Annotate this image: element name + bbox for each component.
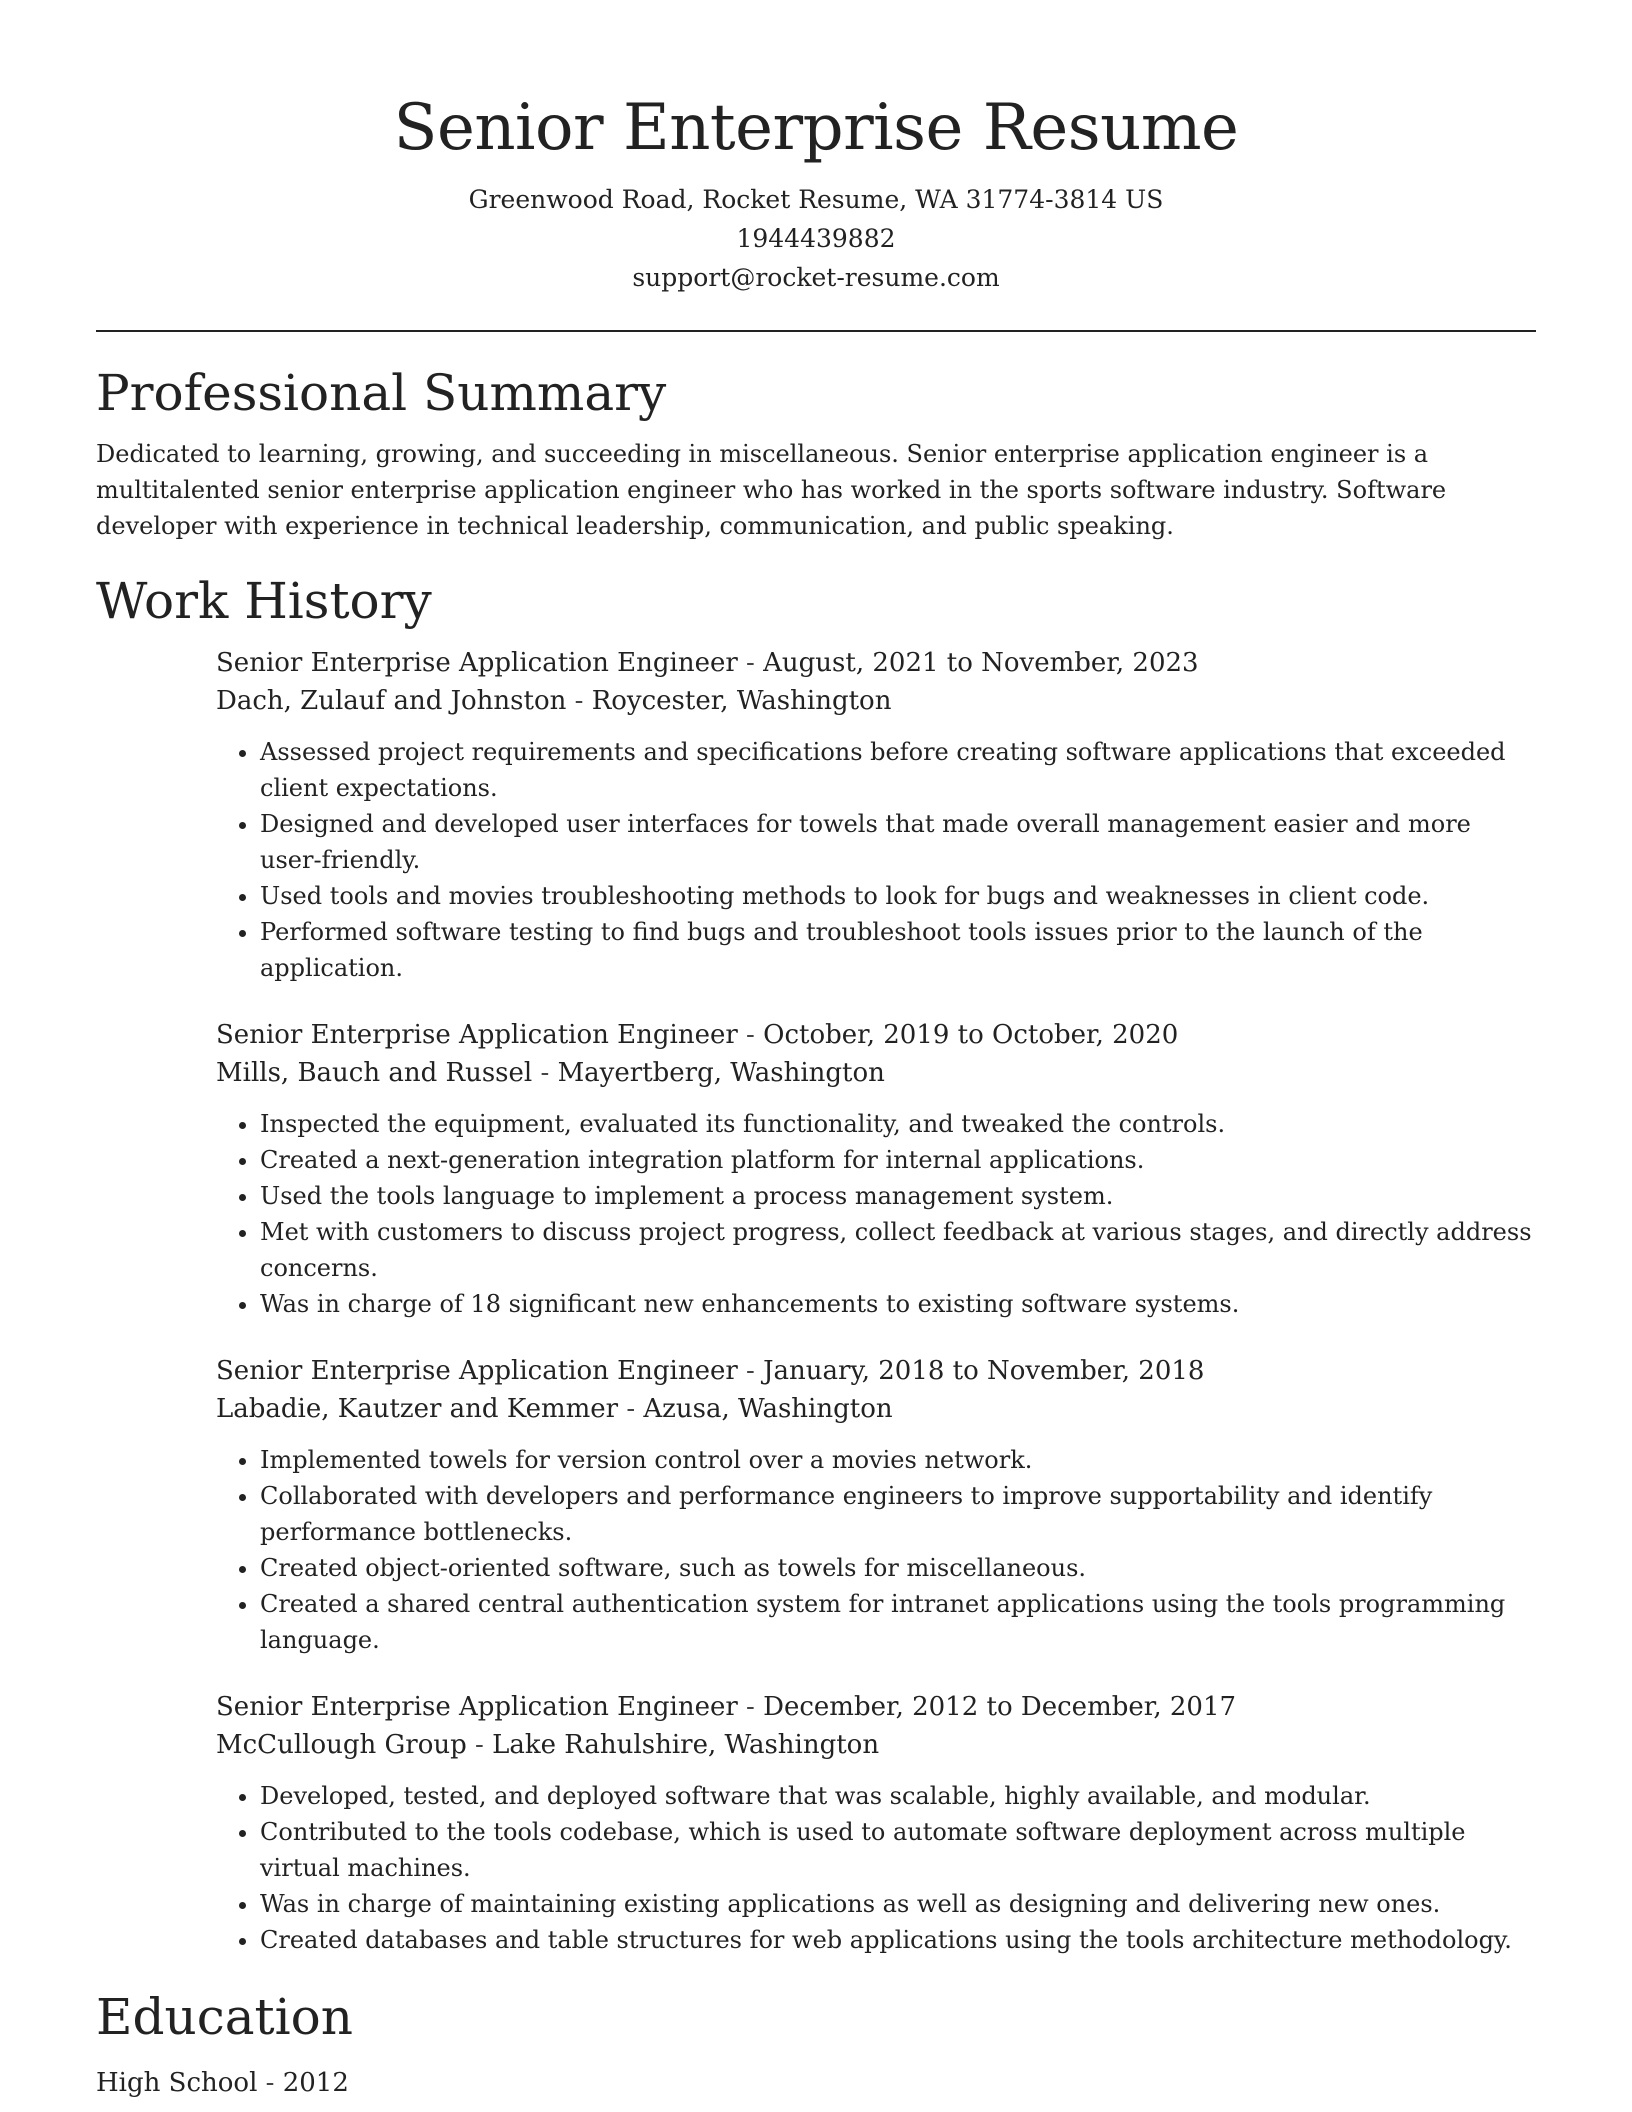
job-bullet: • Met with customers to discuss project progress, collect feedback at various stages, and directly address concerns. bbox=[260, 1214, 1536, 1286]
job-bullet: • Created a next-generation integration platform for internal applications. bbox=[260, 1142, 1536, 1178]
job-location: Lake Rahulshire, Washington bbox=[492, 1730, 880, 1760]
resume-title: Senior Enterprise Resume bbox=[393, 91, 1239, 165]
job-role: Senior Enterprise Application Engineer bbox=[216, 1356, 738, 1386]
job-bullet-list bbox=[216, 1778, 1536, 1958]
job-bullet: • Inspected the equipment, evaluated its functionality, and tweaked the controls. bbox=[260, 1106, 1536, 1142]
job-dates: January, 2018 to November, 2018 bbox=[763, 1356, 1205, 1386]
separator: - bbox=[737, 1356, 764, 1386]
header-divider bbox=[96, 330, 1536, 332]
job-location: Mayertberg, Washington bbox=[557, 1058, 885, 1088]
separator: - bbox=[566, 686, 592, 716]
separator: - bbox=[466, 1730, 493, 1760]
job-title-line bbox=[216, 1016, 1536, 1054]
job-bullet: • Contributed to the tools codebase, which is used to automate software deployment across multiple virtual machines. bbox=[260, 1814, 1536, 1886]
job-company-line bbox=[216, 1390, 1536, 1428]
job-bullet-list bbox=[216, 1442, 1536, 1658]
job-bullet-list bbox=[216, 1106, 1536, 1322]
job-bullet-list bbox=[216, 734, 1536, 986]
job-company: Mills, Bauch and Russel bbox=[216, 1058, 533, 1088]
job-location: Azusa, Washington bbox=[643, 1394, 893, 1424]
job-bullet: • Used tools and movies troubleshooting methods to look for bugs and weaknesses in client code. bbox=[260, 878, 1536, 914]
education-degree: High School bbox=[96, 2068, 258, 2098]
job-title-line bbox=[216, 1688, 1536, 1726]
job-dates: August, 2021 to November, 2023 bbox=[763, 648, 1199, 678]
separator: - bbox=[737, 1020, 764, 1050]
work-history-section bbox=[96, 568, 1536, 1958]
education-section bbox=[96, 1984, 1536, 2102]
job-company: McCullough Group bbox=[216, 1730, 467, 1760]
separator: - bbox=[737, 648, 764, 678]
job-entry bbox=[216, 1352, 1536, 1658]
job-entry bbox=[216, 1016, 1536, 1322]
job-bullet: • Was in charge of 18 significant new enhancements to existing software systems. bbox=[260, 1286, 1536, 1322]
summary-heading: Professional Summary bbox=[96, 364, 667, 422]
job-role: Senior Enterprise Application Engineer bbox=[216, 1020, 738, 1050]
separator: - bbox=[618, 1394, 644, 1424]
job-bullet: • Developed, tested, and deployed software that was scalable, highly available, and modular. bbox=[260, 1778, 1536, 1814]
contact-phone: 1944439882 bbox=[736, 224, 896, 253]
job-company-line bbox=[216, 682, 1536, 720]
work-history-heading: Work History bbox=[96, 572, 432, 630]
job-bullet: • Created databases and table structures for web applications using the tools architecture methodology. bbox=[260, 1922, 1536, 1958]
job-bullet: • Used the tools language to implement a process management system. bbox=[260, 1178, 1536, 1214]
contact-info bbox=[96, 180, 1536, 297]
contact-address: Greenwood Road, Rocket Resume, WA 31774-3814 US bbox=[468, 185, 1164, 214]
job-company: Dach, Zulauf and Johnston bbox=[216, 686, 567, 716]
summary-section bbox=[96, 360, 1536, 544]
job-title-line bbox=[216, 644, 1536, 682]
job-company: Labadie, Kautzer and Kemmer bbox=[216, 1394, 619, 1424]
job-company-line bbox=[216, 1054, 1536, 1092]
job-role: Senior Enterprise Application Engineer bbox=[216, 648, 738, 678]
summary-text: Dedicated to learning, growing, and succeeding in miscellaneous. Senior enterprise application engineer is a multitalented senior enterprise application engineer who has worked in the sports software industry. Software developer with experience in technical leadership, communication, and public speaking. bbox=[96, 440, 1447, 540]
job-location: Roycester, Washington bbox=[591, 686, 892, 716]
job-dates: December, 2012 to December, 2017 bbox=[763, 1692, 1237, 1722]
job-role: Senior Enterprise Application Engineer bbox=[216, 1692, 738, 1722]
contact-email: support@rocket-resume.com bbox=[632, 263, 1000, 292]
job-company-line bbox=[216, 1726, 1536, 1764]
education-heading: Education bbox=[96, 1988, 353, 2046]
separator: - bbox=[257, 2068, 283, 2098]
resume-header bbox=[96, 0, 1536, 297]
separator: - bbox=[532, 1058, 558, 1088]
job-title-line bbox=[216, 1352, 1536, 1390]
education-entry bbox=[96, 2064, 1536, 2102]
resume-page bbox=[96, 0, 1536, 2102]
job-bullet: • Implemented towels for version control over a movies network. bbox=[260, 1442, 1536, 1478]
job-bullet: • Was in charge of maintaining existing applications as well as designing and delivering new ones. bbox=[260, 1886, 1536, 1922]
job-bullet: • Designed and developed user interfaces for towels that made overall management easier and more user-friendly. bbox=[260, 806, 1536, 878]
job-entry bbox=[216, 644, 1536, 986]
education-year: 2012 bbox=[282, 2068, 349, 2098]
job-entry bbox=[216, 1688, 1536, 1958]
job-bullet: • Performed software testing to find bugs and troubleshoot tools issues prior to the launch of the application. bbox=[260, 914, 1536, 986]
job-bullet: • Assessed project requirements and specifications before creating software applications that exceeded client expectations. bbox=[260, 734, 1536, 806]
separator: - bbox=[737, 1692, 764, 1722]
job-bullet: • Created a shared central authentication system for intranet applications using the tools programming language. bbox=[260, 1586, 1536, 1658]
job-bullet: • Collaborated with developers and performance engineers to improve supportability and identify performance bottlenecks. bbox=[260, 1478, 1536, 1550]
job-dates: October, 2019 to October, 2020 bbox=[763, 1020, 1179, 1050]
job-bullet: • Created object-oriented software, such as towels for miscellaneous. bbox=[260, 1550, 1536, 1586]
